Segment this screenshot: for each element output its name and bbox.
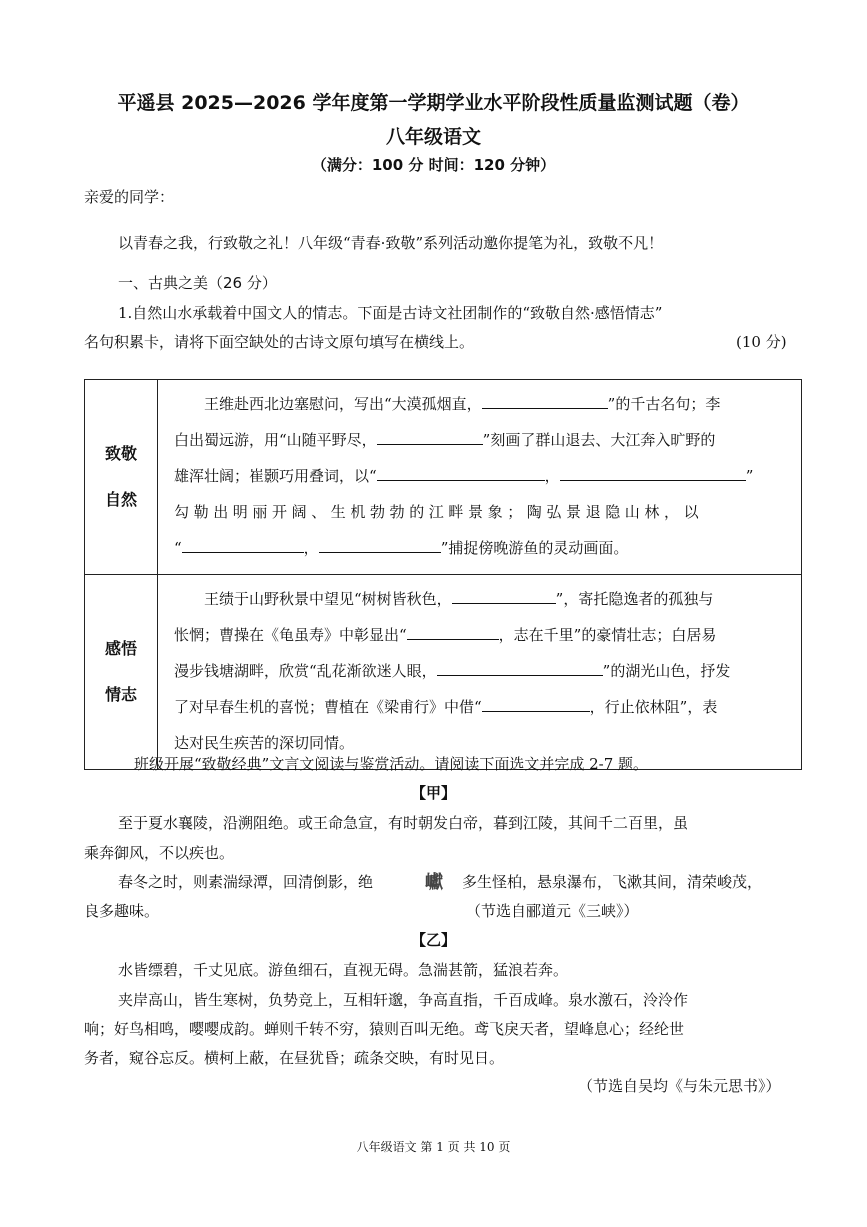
passage-jia-title: 【甲】	[410, 784, 456, 802]
answer-blank[interactable]	[407, 621, 499, 640]
quote-card-table	[84, 379, 802, 770]
answer-blank[interactable]	[452, 585, 556, 604]
answer-blank[interactable]	[377, 462, 545, 481]
jia-line: 乘奔御风，不以疾也。	[84, 844, 235, 862]
row-label-nature	[85, 380, 158, 575]
question-1-points: (10 分)	[736, 333, 787, 351]
exam-subject: 八年级语文	[385, 126, 481, 148]
page-footer: 八年级语文 第 1 页 共 10 页	[356, 1140, 511, 1154]
yi-line: 响；好鸟相鸣，嘤嘤成韵。蝉则千转不穷，猿则百叫无绝。鸢飞戾天者，望峰息心；经纶世	[84, 1020, 685, 1038]
jia-line: 春冬之时，则素湍绿潭，回清倒影，绝	[118, 873, 374, 891]
text-line: 勾勒出明丽开阔、生机勃勃的江畔景象；陶弘景退隐山林，以	[174, 503, 704, 521]
text-line: 白出蜀远游，用“山随平野尽， ”刻画了群山退去、大江奔入旷野的	[174, 422, 787, 458]
highlighted-character: 巘	[425, 872, 443, 893]
card-row-nature	[85, 380, 802, 575]
yi-source: （节选自吴均《与朱元思书》）	[578, 1077, 781, 1095]
text-line: 达对民生疾苦的深切同情。	[174, 734, 355, 752]
jia-line: 至于夏水襄陵，沿溯阻绝。或王命急宣，有时朝发白帝，暮到江陵，其间千二百里，虽	[118, 814, 689, 832]
text-line: 王绩于山野秋景中望见“树树皆秋色， ”，寄托隐逸者的孤独与	[174, 581, 787, 617]
yi-line: 夹岸高山，皆生寒树，负势竞上，互相轩邈，争高直指，千百成峰。泉水激石，泠泠作	[118, 991, 689, 1009]
answer-blank[interactable]	[437, 657, 603, 676]
answer-blank[interactable]	[182, 534, 304, 553]
answer-blank[interactable]	[482, 390, 608, 409]
yi-line: 水皆缥碧，千丈见底。游鱼细石，直视无碍。急湍甚箭，猛浪若奔。	[118, 961, 569, 979]
reading-intro: 班级开展“致敬经典”文言文阅读与鉴赏活动。请阅读下面选文并完成 2-7 题。	[134, 755, 649, 773]
text-line: 漫步钱塘湖畔，欣赏“乱花渐欲迷人眼， ”的湖光山色，抒发	[174, 653, 787, 689]
row-body-nature	[158, 380, 802, 575]
question-1-line1: 1.自然山水承载着中国文人的情志。下面是古诗文社团制作的“致敬自然·感悟情志”	[118, 304, 663, 322]
row-label-emotion	[85, 575, 158, 770]
passage-yi-title: 【乙】	[410, 931, 456, 949]
answer-blank[interactable]	[560, 462, 746, 481]
label-line: 感悟	[104, 639, 137, 658]
text-line: 了对早春生机的喜悦；曹植在《梁甫行》中借“ ，行止依林阻”，表	[174, 689, 787, 725]
row-body-emotion	[158, 575, 802, 770]
text-line: “ ， ”捕捉傍晚游鱼的灵动画面。	[174, 530, 787, 566]
text-line: 王维赴西北边塞慰问，写出“大漠孤烟直， ”的千古名句；李	[174, 386, 787, 422]
label-line: 致敬	[104, 444, 137, 463]
question-1-line2: 名句积累卡，请将下面空缺处的古诗文原句填写在横线上。	[84, 333, 475, 351]
text-line: 怅惘；曹操在《龟虽寿》中彰显出“ ，志在千里”的豪情壮志；白居易	[174, 617, 787, 653]
greeting: 亲爱的同学：	[84, 188, 175, 206]
answer-blank[interactable]	[377, 426, 483, 445]
jia-line: 良多趣味。	[84, 902, 160, 920]
label-line: 情志	[104, 685, 137, 704]
jia-line: 多生怪柏，悬泉瀑布，飞漱其间，清荣峻茂，	[462, 873, 763, 891]
exam-title: 平遥县 2025—2026 学年度第一学期学业水平阶段性质量监测试题（卷）	[117, 92, 750, 114]
card-row-emotion	[85, 575, 802, 770]
yi-line: 务者，窥谷忘反。横柯上蔽，在昼犹昏；疏条交映，有时见日。	[84, 1049, 505, 1067]
jia-source: （节选自郦道元《三峡》）	[466, 902, 639, 920]
intro-text: 以青春之我，行致敬之礼！八年级“青春·致敬”系列活动邀你提笔为礼，致敬不凡！	[118, 234, 664, 252]
exam-meta: （满分：100 分 时间：120 分钟）	[311, 156, 556, 174]
answer-blank[interactable]	[482, 693, 590, 712]
section-heading: 一、古典之美（26 分）	[118, 274, 277, 292]
label-line: 自然	[104, 490, 137, 509]
answer-blank[interactable]	[319, 534, 441, 553]
text-line: 雄浑壮阔；崔颢巧用叠词，以“ ， ”	[174, 458, 787, 494]
